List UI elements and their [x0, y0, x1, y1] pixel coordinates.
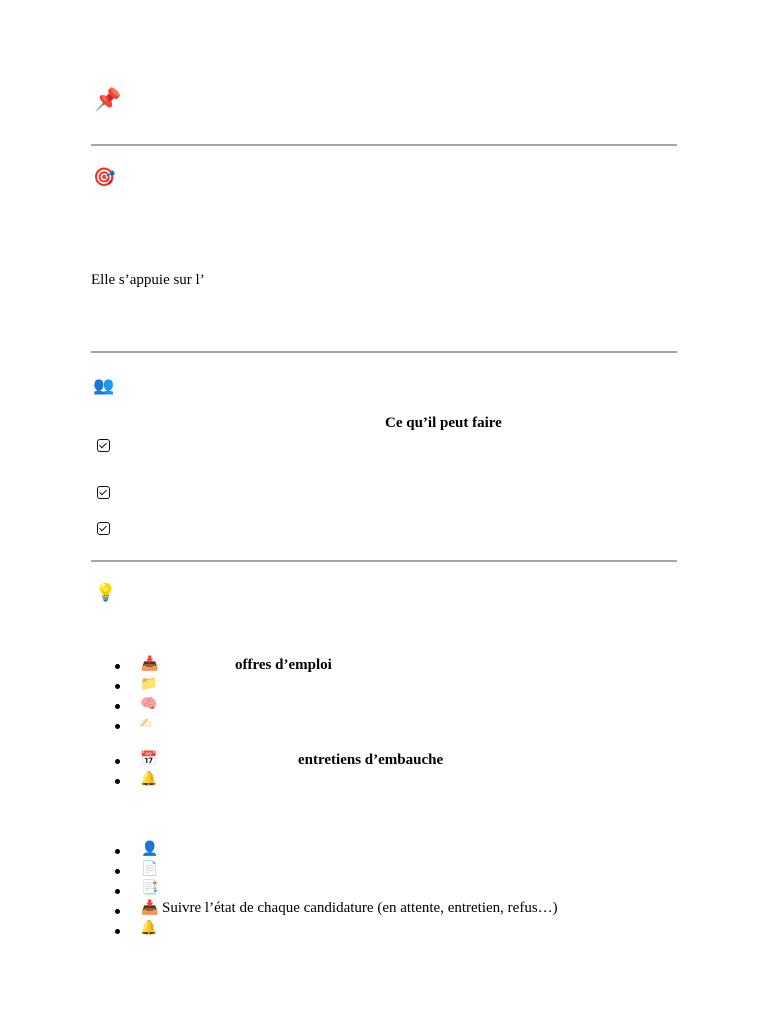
person-icon: 👤 [141, 841, 159, 857]
list-bullet [115, 929, 120, 934]
list-item-job-offers: offres d’emploi [235, 657, 332, 673]
list-item-job-interviews: entretiens d’embauche [298, 752, 444, 768]
folder-icon: 📁 [140, 676, 158, 692]
list-bullet [115, 724, 120, 729]
checkbox-icon[interactable] [97, 522, 110, 535]
light-bulb-icon: 💡 [95, 583, 117, 603]
target-icon: 🎯 [93, 167, 116, 188]
list-bullet [115, 759, 120, 764]
bell-icon: 🔔 [140, 771, 158, 787]
pushpin-icon: 📌 [94, 88, 122, 113]
document-icon: 📄 [141, 861, 159, 877]
section-divider [91, 351, 677, 353]
writing-hand-icon: ✍ [140, 716, 152, 732]
brain-icon: 🧠 [140, 696, 158, 712]
list-item-track-applications: Suivre l’état de chaque candidature (en attente, entretien, refus…) [162, 900, 558, 916]
column-header-capabilities: Ce qu’il peut faire [385, 415, 502, 431]
document-list-icon: 📑 [141, 880, 159, 896]
checkbox-icon[interactable] [97, 486, 110, 499]
checkbox-icon[interactable] [97, 439, 110, 452]
list-bullet [115, 869, 120, 874]
list-bullet [115, 684, 120, 689]
inbox-tray-icon: 📥 [141, 656, 159, 672]
section-divider [91, 560, 677, 562]
list-bullet [115, 779, 120, 784]
calendar-icon: 📅 [140, 751, 158, 767]
list-bullet [115, 909, 120, 914]
objective-text-line: Elle s’appuie sur l’ [91, 272, 205, 288]
section-divider [91, 144, 677, 146]
list-bullet [115, 849, 120, 854]
list-bullet [115, 664, 120, 669]
people-icon: 👥 [93, 376, 115, 396]
list-bullet [115, 889, 120, 894]
list-bullet [115, 704, 120, 709]
bell-icon: 🔔 [140, 920, 158, 936]
inbox-tray-icon: 📥 [141, 900, 159, 916]
